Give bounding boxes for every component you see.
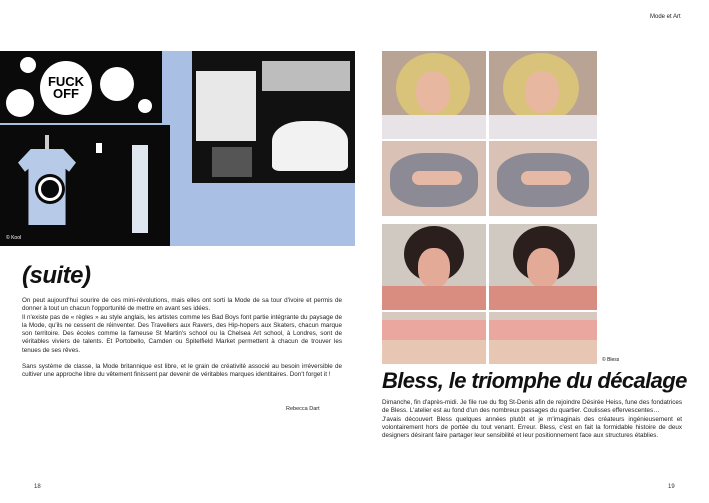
sticker-text: FUCK OFF [47, 74, 85, 101]
photo-dark-hair-face-1 [382, 224, 486, 310]
hands [412, 171, 462, 185]
article-body-right [382, 399, 682, 440]
hanger [45, 135, 49, 149]
face [527, 248, 559, 288]
section-header: Mode et Art [650, 14, 681, 20]
photo-dark-hair-face-2 [489, 224, 597, 310]
shop-counter-photo [192, 51, 355, 183]
paragraph: J'avais découvert Bless quelques années plutôt et je m'imaginais des créateurs ingénieusement et volontairement hors de portée du tout venant. Erreur. Bless, c'est en fait la formidable histoire de deux designers désirant faire partager leur sensibilité et leur positionnement face aux structures établies. [382, 415, 682, 440]
article-title: Bless, le triomphe du décalage [382, 368, 687, 393]
face [416, 71, 450, 113]
article-body-left [22, 297, 342, 380]
page-number-left: 18 [34, 484, 41, 490]
photo-torso-1 [382, 312, 486, 364]
shop-window-light [196, 71, 256, 141]
torso [382, 340, 486, 364]
white-circle-sticker [6, 89, 34, 117]
counter-shadow [212, 147, 252, 177]
paragraph: On peut aujourd'hui sourire de ces mini-révolutions, mais elles ont sorti la Mode de sa tour d'ivoire et permis de donner à tout un chacun l'opportunité de mettre en avant ses idées. [22, 297, 342, 313]
photo-blonde-face-1 [382, 51, 486, 139]
white-circle-sticker [100, 67, 134, 101]
shop-door [132, 145, 148, 233]
pink-band [489, 320, 597, 340]
continuation-heading: (suite) [22, 262, 91, 289]
shelving [262, 61, 350, 91]
tshirt-shop-photo [0, 125, 170, 246]
face [525, 71, 559, 113]
counter-display [272, 121, 348, 171]
paragraph: Il n'existe pas de « règles » au style anglais, les artistes comme les Bad Boys font partie intégrante du paysage de la Mode, qu'ils ne cessent de réinventer. Des Travellers aux Ravers, des Hip-hopers aux Skaters, chacun marque son territoire. Des écoles comme la fameuse St Martin's school ou la Chelsea Art school, à Londres, sont de véritables viviers de talents. Et Portobello, Camden ou Spitelfield Market permettent à chacun de trouver les tenues de ses rêves. [22, 313, 342, 354]
fur-collar [489, 115, 597, 139]
paragraph: Dimanche, fin d'après-midi. Je file rue du fbg St-Denis afin de rejoindre Désirée Heiss, fune des fondatrices de Bless. L'atelier est au fond d'un des nombreux passages du quartier. Coulisses effervescentes… [382, 399, 682, 415]
sticker-photo [0, 51, 162, 123]
hands [521, 171, 571, 185]
torso [489, 340, 597, 364]
target-logo [38, 177, 62, 201]
hanging-garment [96, 143, 102, 153]
fur-collar [382, 115, 486, 139]
photo-torso-2 [489, 312, 597, 364]
street-photo-collage [0, 51, 355, 246]
face [418, 248, 450, 288]
page-number-right: 19 [668, 484, 675, 490]
fuck-off-sticker [40, 61, 92, 115]
shoulders [382, 286, 486, 310]
photo-knit-top-2 [489, 141, 597, 216]
shoulders [489, 286, 597, 310]
pink-band [382, 320, 486, 340]
paragraph: Sans système de classe, la Mode britannique est libre, et le grain de créativité associé au besoin irréversible de cultiver une approche libre du vêtement finissent par devenir de véritables marques identitaires. Don't forget it ! [22, 363, 342, 379]
photo-knit-top-1 [382, 141, 486, 216]
white-circle-sticker [20, 57, 36, 73]
author-signature: Rebecca Dart [286, 406, 320, 412]
photo-credit: © Bless [602, 357, 620, 363]
white-circle-sticker [138, 99, 152, 113]
photo-blonde-face-2 [489, 51, 597, 139]
photo-credit: © Kool [6, 235, 22, 241]
